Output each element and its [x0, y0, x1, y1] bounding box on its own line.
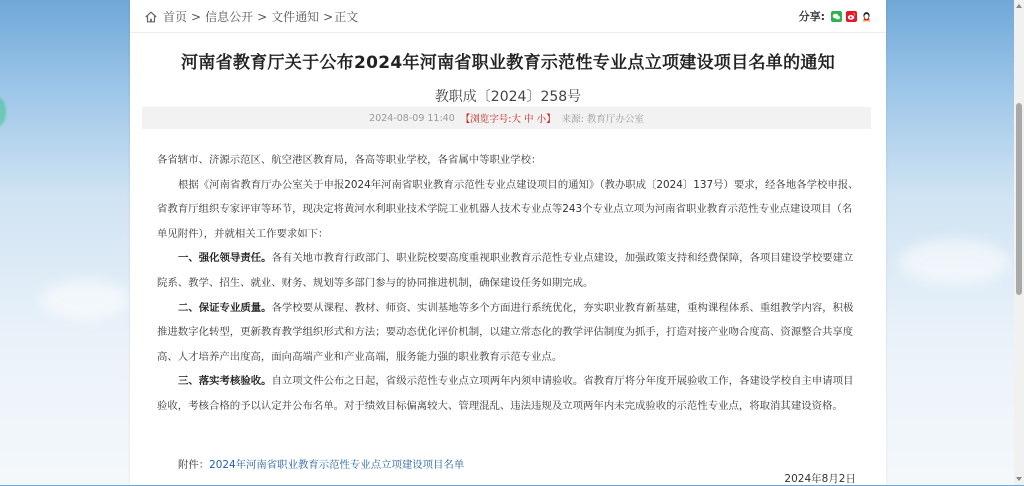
breadcrumb-notices[interactable]: 文件通知: [271, 10, 320, 24]
requirement-text: 各有关地市教育行政部门、职业院校要高度重视职业教育示范性专业点建设，加强政策支持和经费保障，各项目建设学校要建立院系、教学、招生、就业、财务、规划等多部门参与的协同推进机制，确保建设任务如期完成。: [157, 252, 854, 289]
intro-paragraph: 根据《河南省教育厅办公室关于申报2024年河南省职业教育示范性专业点建设项目的通知》（教办职成〔2024〕137号）要求，经各地各学校申报、省教育厅组织专家评审等环节，现决定将黄河水利职业技术学院工业机器人技术专业点等243个专业点立项为河南省职业教育示范性专业点建设项目（名单见附件），并就相关工作要求如下：: [157, 178, 859, 240]
article-page: [130, 0, 886, 485]
share-label: 分享:: [798, 10, 825, 23]
attachment-line: [157, 453, 859, 478]
font-size-suffix: 】: [546, 114, 556, 125]
article-body: [157, 148, 859, 477]
wechat-icon[interactable]: [831, 11, 842, 22]
issue-date: 2024年8月2日: [784, 473, 856, 485]
page-scrollbar[interactable]: [1014, 0, 1024, 485]
weibo-icon[interactable]: [846, 11, 857, 22]
requirement-heading: 一、强化领导责任。: [178, 252, 272, 265]
scroll-down-arrow-icon[interactable]: [1016, 477, 1022, 481]
side-decoration: [0, 98, 6, 126]
background-cloud: [900, 240, 1010, 285]
requirement-text: 自立项文件公布之日起，省级示范性专业点立项两年内须申请验收。省教育厅将分年度开展验收工作，各建设学校自主申请项目验收，考核合格的予以认定并公布名单。对于绩效目标偏离较大、管理混乱、违法违规及立项两年内未完成验收的示范性专业点，将取消其建设资格。: [157, 375, 854, 412]
font-size-large-button[interactable]: 大: [511, 114, 521, 125]
article-title: 河南省教育厅关于公布2024年河南省职业教育示范性专业点立项建设项目名单的通知: [180, 53, 835, 73]
home-icon[interactable]: [144, 10, 158, 24]
qq-icon[interactable]: [861, 11, 872, 22]
requirement-heading: 二、保证专业质量。: [178, 301, 272, 314]
font-size-prefix: 【浏览字号:: [460, 114, 512, 125]
scroll-up-arrow-icon[interactable]: [1016, 4, 1022, 8]
breadcrumb-separator: >: [191, 9, 202, 24]
breadcrumb-separator: >: [257, 9, 268, 24]
scrollbar-thumb[interactable]: [1016, 103, 1022, 295]
share-bar: [799, 8, 872, 24]
requirement-heading: 三、落实考核验收。: [178, 375, 272, 388]
requirement-paragraph: [157, 296, 859, 370]
attachment-label: 附件：: [178, 458, 210, 471]
document-number: 教职成〔2024〕258号: [434, 89, 582, 105]
breadcrumb: [144, 8, 358, 25]
breadcrumb-home[interactable]: 首页: [163, 10, 188, 24]
background-cloud: [40, 280, 130, 320]
breadcrumb-separator: >: [323, 9, 334, 24]
publish-datetime: 2024-08-09 11:40: [369, 112, 455, 124]
breadcrumb-info-public[interactable]: 信息公开: [205, 10, 254, 24]
font-size-switcher: [461, 111, 556, 125]
salutation: 各省辖市、济源示范区、航空港区教育局，各高等职业学校，各省属中等职业学校：: [157, 154, 542, 166]
font-size-medium-button[interactable]: 中: [524, 114, 534, 125]
breadcrumb-current: 正文: [334, 10, 359, 24]
requirement-text: 各学校要从课程、教材、师资、实训基地等多个方面进行系统优化，夯实职业教育新基建，重构课程体系、重组教学内容，积极推进数字化转型，更新教育教学组织形式和方法；要动态优化评价机制，以建立常态化的教学评估制度为抓手，打造对接产业吻合度高、资源整合共享度高、人才培养产出度高，面向高端产业和产业高端，服务能力强的职业教育示范专业点。: [157, 301, 854, 363]
top-bar: [130, 0, 886, 33]
attachment-link[interactable]: 2024年河南省职业教育示范性专业点立项建设项目名单: [209, 458, 465, 471]
article-source: 来源: 教育厅办公室: [561, 114, 644, 125]
font-size-small-button[interactable]: 小: [536, 114, 547, 125]
article-meta: [142, 107, 871, 129]
requirement-paragraph: [157, 369, 859, 418]
requirement-paragraph: [157, 246, 859, 295]
